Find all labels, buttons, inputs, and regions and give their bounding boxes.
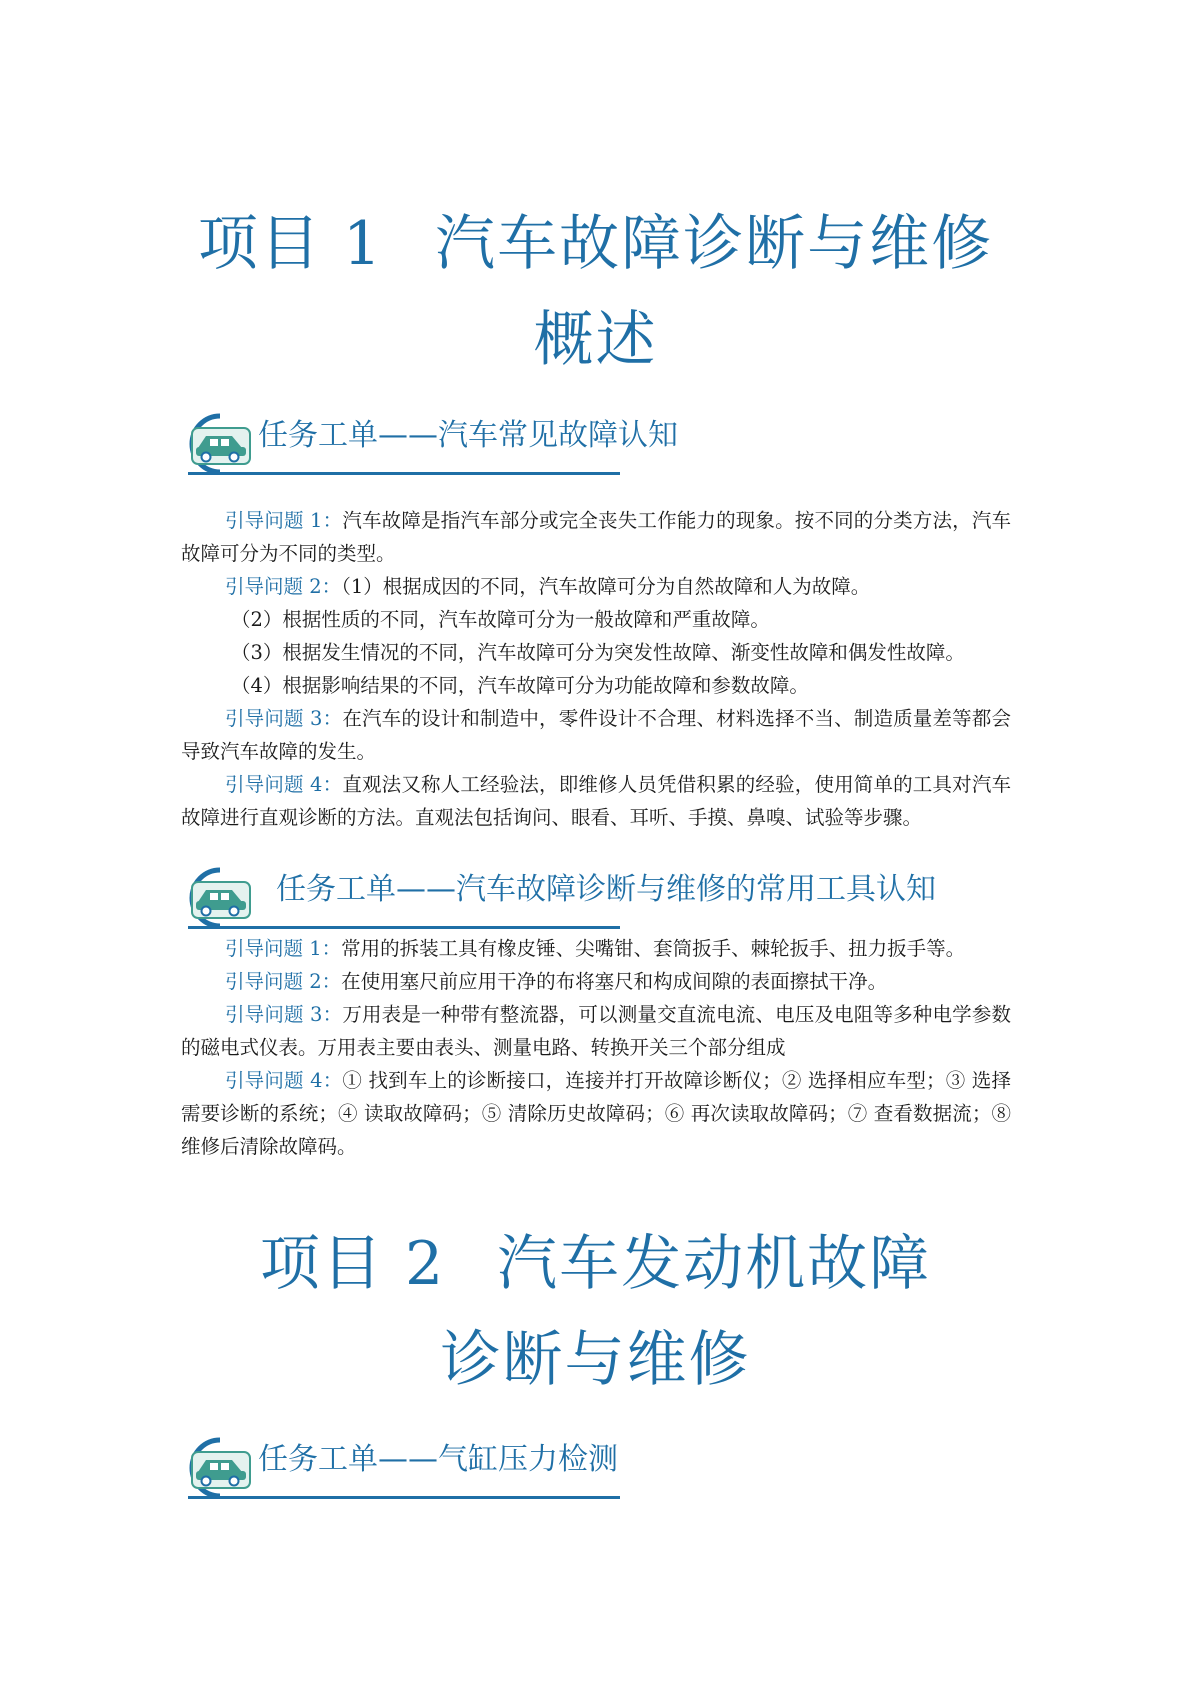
guide-question — [181, 570, 1011, 603]
guide-question-label: 引导问题 3： — [225, 707, 343, 730]
section-title: 任务工单——汽车故障诊断与维修的常用工具认知 — [276, 872, 936, 907]
guide-question-text: 直观法又称人工经验法，即维修人员凭借积累的经验，使用简单的工具对汽车故障进行直观诊断的方法。直观法包括询问、眼看、耳听、手摸、鼻嗅、试验等步骤。 — [181, 773, 1011, 829]
chapter-name: 汽车发动机故障 — [497, 1229, 932, 1299]
section-header-1 — [180, 412, 1040, 476]
chapter-title-2 — [0, 1216, 1191, 1408]
guide-question-subitem: （2）根据性质的不同，汽车故障可分为一般故障和严重故障。 — [231, 608, 770, 631]
guide-question-label: 引导问题 4： — [225, 773, 343, 796]
guide-question-text: 在汽车的设计和制造中，零件设计不合理、材料选择不当、制造质量差等都会导致汽车故障的发生。 — [181, 707, 1011, 763]
car-badge-icon — [180, 1436, 252, 1500]
guide-question-text: 常用的拆装工具有橡皮锤、尖嘴钳、套筒扳手、棘轮扳手、扭力扳手等。 — [341, 937, 966, 960]
guide-question-label: 引导问题 1： — [225, 937, 342, 960]
car-badge-icon — [180, 866, 252, 930]
chapter-number: 项目 1 — [197, 209, 384, 279]
guide-question — [181, 504, 1011, 570]
section-title: 任务工单——汽车常见故障认知 — [258, 418, 678, 453]
guide-question — [181, 1064, 1011, 1163]
guide-question — [181, 932, 1011, 965]
guide-question — [181, 965, 1011, 998]
section-body-1 — [181, 504, 1011, 834]
section-underline — [188, 926, 620, 929]
section-header-2 — [180, 866, 1040, 930]
section-title: 任务工单——气缸压力检测 — [258, 1442, 618, 1477]
guide-question — [181, 768, 1011, 834]
chapter-title-1-line-2: 概述 — [533, 305, 658, 375]
guide-question — [181, 998, 1011, 1064]
guide-question — [181, 702, 1011, 768]
chapter-name: 汽车故障诊断与维修 — [435, 209, 994, 279]
chapter-title-1 — [0, 196, 1191, 388]
section-header-3 — [180, 1436, 1040, 1500]
chapter-title-1-line-1 — [0, 196, 1191, 292]
guide-question-text: 汽车故障是指汽车部分或完全丧失工作能力的现象。按不同的分类方法，汽车故障可分为不同的类型。 — [181, 509, 1011, 565]
chapter-number: 项目 2 — [259, 1229, 446, 1299]
chapter-title-2-line-1 — [0, 1216, 1191, 1312]
guide-question-label: 引导问题 3： — [225, 1003, 343, 1026]
guide-question-label: 引导问题 4： — [225, 1069, 343, 1092]
guide-question-subitem: （4）根据影响结果的不同，汽车故障可分为功能故障和参数故障。 — [231, 674, 809, 697]
section-underline — [188, 472, 620, 475]
guide-question-subitem: （3）根据发生情况的不同，汽车故障可分为突发性故障、渐变性故障和偶发性故障。 — [231, 641, 965, 664]
guide-question-text: （1）根据成因的不同，汽车故障可分为自然故障和人为故障。 — [341, 575, 871, 598]
guide-question-text: 万用表是一种带有整流器，可以测量交直流电流、电压及电阻等多种电学参数的磁电式仪表。万用表主要由表头、测量电路、转换开关三个部分组成 — [181, 1003, 1011, 1059]
section-underline — [188, 1496, 620, 1499]
chapter-title-2-line-2: 诊断与维修 — [440, 1325, 751, 1395]
guide-question-text: 在使用塞尺前应用干净的布将塞尺和构成间隙的表面擦拭干净。 — [341, 970, 888, 993]
section-body-2 — [181, 932, 1011, 1163]
guide-question-label: 引导问题 2： — [225, 970, 342, 993]
guide-question-text: ① 找到车上的诊断接口，连接并打开故障诊断仪；② 选择相应车型；③ 选择需要诊断的系统；④ 读取故障码；⑤ 清除历史故障码；⑥ 再次读取故障码；⑦ 查看数据流；⑧ 维修后清除故障码。 — [181, 1069, 1011, 1158]
guide-question-label: 引导问题 2： — [225, 575, 342, 598]
car-badge-icon — [180, 412, 252, 476]
guide-question-label: 引导问题 1： — [225, 509, 343, 532]
